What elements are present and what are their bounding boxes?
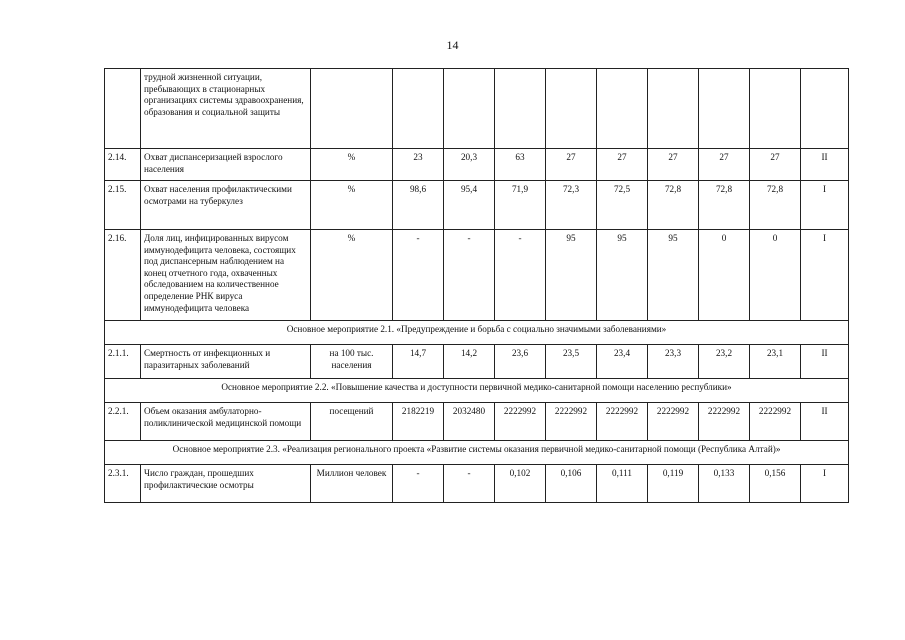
unit-cell: % xyxy=(311,149,393,181)
value-cell: - xyxy=(444,465,495,503)
value-cell: 0 xyxy=(750,230,801,321)
value-cell: 23,2 xyxy=(699,345,750,379)
row-number: 2.2.1. xyxy=(105,403,141,441)
value-cell: - xyxy=(393,230,444,321)
section-row xyxy=(105,321,849,345)
row-number: 2.16. xyxy=(105,230,141,321)
value-cell: 27 xyxy=(546,149,597,181)
indicator-name: трудной жизненной ситуации, пребывающих в стационарных организациях системы здравоохранения, образования и социальной защиты xyxy=(141,69,311,149)
section-title: Основное мероприятие 2.2. «Повышение качества и доступности первичной медико-санитарной помощи населению республики» xyxy=(105,379,849,403)
unit-cell: Миллион человек xyxy=(311,465,393,503)
indicator-name: Объем оказания амбулаторно-поликлинической медицинской помощи xyxy=(141,403,311,441)
value-cell: 27 xyxy=(750,149,801,181)
page-number: 14 xyxy=(446,38,459,52)
row-number: 2.15. xyxy=(105,181,141,230)
indicator-name: Доля лиц, инфицированных вирусом иммунодефицита человека, состоящих под диспансерным наблюдением на конец отчетного года, охваченных обследованием на количественное определение РНК вируса иммунодефицита человека xyxy=(141,230,311,321)
value-cell: 98,6 xyxy=(393,181,444,230)
value-cell: 0,119 xyxy=(648,465,699,503)
value-cell: 63 xyxy=(495,149,546,181)
row-number: 2.3.1. xyxy=(105,465,141,503)
table-row xyxy=(105,230,849,321)
value-cell xyxy=(597,69,648,149)
value-cell: 23,4 xyxy=(597,345,648,379)
value-cell: 23,3 xyxy=(648,345,699,379)
value-cell: 2222992 xyxy=(546,403,597,441)
level-cell xyxy=(801,69,849,149)
value-cell: 95,4 xyxy=(444,181,495,230)
value-cell: 0,102 xyxy=(495,465,546,503)
section-title: Основное мероприятие 2.3. «Реализация регионального проекта «Развитие системы оказания первичной медико-санитарной помощи (Республика Алтай)» xyxy=(105,441,849,465)
table-row xyxy=(105,465,849,503)
unit-cell xyxy=(311,69,393,149)
value-cell: 72,8 xyxy=(648,181,699,230)
table-row xyxy=(105,403,849,441)
indicator-name: Смертность от инфекционных и паразитарных заболеваний xyxy=(141,345,311,379)
indicator-name: Охват диспансеризацией взрослого населения xyxy=(141,149,311,181)
value-cell xyxy=(648,69,699,149)
value-cell xyxy=(495,69,546,149)
value-cell: 95 xyxy=(546,230,597,321)
value-cell: 72,8 xyxy=(699,181,750,230)
value-cell: 72,5 xyxy=(597,181,648,230)
value-cell: 14,2 xyxy=(444,345,495,379)
value-cell: 23 xyxy=(393,149,444,181)
value-cell: 23,6 xyxy=(495,345,546,379)
value-cell: 2222992 xyxy=(648,403,699,441)
value-cell: 2182219 xyxy=(393,403,444,441)
value-cell: - xyxy=(393,465,444,503)
indicator-name: Охват населения профилактическими осмотрами на туберкулез xyxy=(141,181,311,230)
table-row xyxy=(105,345,849,379)
value-cell: 0,133 xyxy=(699,465,750,503)
indicators-table xyxy=(104,68,849,503)
value-cell: 23,1 xyxy=(750,345,801,379)
value-cell: 0 xyxy=(699,230,750,321)
level-cell: I xyxy=(801,181,849,230)
section-row xyxy=(105,379,849,403)
value-cell: 27 xyxy=(699,149,750,181)
value-cell: 2222992 xyxy=(597,403,648,441)
table-row xyxy=(105,181,849,230)
value-cell: 27 xyxy=(648,149,699,181)
unit-cell: посещений xyxy=(311,403,393,441)
level-cell: I xyxy=(801,465,849,503)
value-cell: 23,5 xyxy=(546,345,597,379)
unit-cell: % xyxy=(311,181,393,230)
value-cell: - xyxy=(495,230,546,321)
value-cell: - xyxy=(444,230,495,321)
value-cell: 20,3 xyxy=(444,149,495,181)
section-row xyxy=(105,441,849,465)
unit-cell: на 100 тыс. населения xyxy=(311,345,393,379)
value-cell: 72,8 xyxy=(750,181,801,230)
row-number: 2.14. xyxy=(105,149,141,181)
value-cell xyxy=(393,69,444,149)
row-number xyxy=(105,69,141,149)
value-cell xyxy=(444,69,495,149)
value-cell: 2222992 xyxy=(495,403,546,441)
value-cell: 2222992 xyxy=(699,403,750,441)
value-cell: 95 xyxy=(648,230,699,321)
value-cell: 2032480 xyxy=(444,403,495,441)
value-cell: 0,106 xyxy=(546,465,597,503)
value-cell: 95 xyxy=(597,230,648,321)
table-row xyxy=(105,69,849,149)
value-cell: 14,7 xyxy=(393,345,444,379)
value-cell xyxy=(750,69,801,149)
row-number: 2.1.1. xyxy=(105,345,141,379)
value-cell: 72,3 xyxy=(546,181,597,230)
value-cell: 2222992 xyxy=(750,403,801,441)
value-cell: 0,111 xyxy=(597,465,648,503)
level-cell: II xyxy=(801,149,849,181)
value-cell: 71,9 xyxy=(495,181,546,230)
value-cell: 27 xyxy=(597,149,648,181)
unit-cell: % xyxy=(311,230,393,321)
level-cell: II xyxy=(801,345,849,379)
value-cell xyxy=(699,69,750,149)
value-cell: 0,156 xyxy=(750,465,801,503)
indicator-name: Число граждан, прошедших профилактические осмотры xyxy=(141,465,311,503)
section-title: Основное мероприятие 2.1. «Предупреждение и борьба с социально значимыми заболеваниями» xyxy=(105,321,849,345)
value-cell xyxy=(546,69,597,149)
level-cell: I xyxy=(801,230,849,321)
table-row xyxy=(105,149,849,181)
level-cell: II xyxy=(801,403,849,441)
